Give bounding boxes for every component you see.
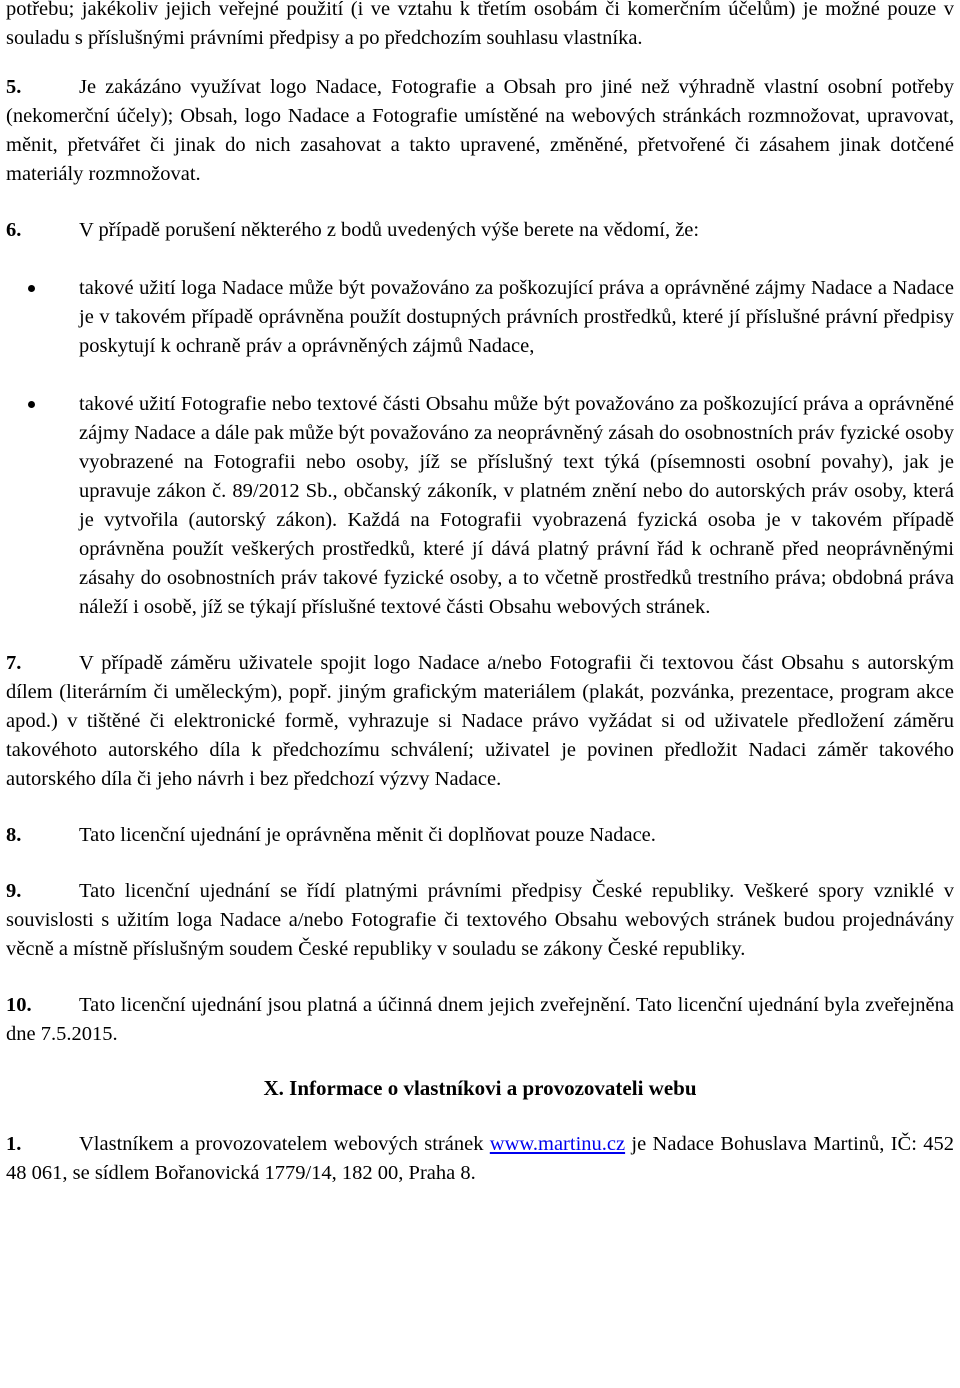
list-item-text: takové užití loga Nadace může být považováno za poškozující práva a oprávněné zájmy Nadace a Nadace je v takovém případě oprávněna použít dostupných právních prostředků, které jí příslušné právní předpisy poskytují k ochraně práv a oprávněných zájmů Nadace,	[79, 277, 954, 357]
section-number: 5.	[6, 76, 22, 98]
bullet-icon	[28, 401, 35, 408]
section-text: V případě záměru uživatele spojit logo Nadace a/nebo Fotografii či textovou část Obsahu s autorským dílem (literárním či uměleckým), popř. jiným grafickým materiálem (plakát, pozvánka, prezentace, program akce apod.) v tištěné či elektronické formě, vyhrazuje si Nadace právo vyžádat si od uživatele předložení záměru takovéhoto autorského díla k předchozímu schválení; uživatel je povinen předložit Nadaci záměr takového autorského díla či jeho návrh i bez předchozí výzvy Nadace.	[6, 652, 954, 790]
section-number: 10.	[6, 994, 32, 1016]
list-item	[6, 390, 954, 622]
section-number: 8.	[6, 824, 22, 846]
section-text: Tato licenční ujednání se řídí platnými právními předpisy České republiky. Veškeré spory vzniklé v souvislosti s užitím loga Nadace a/nebo Fotografie či textového Obsahu webových stránek budou projednávány věcně a místně příslušným soudem České republiky v souladu se zákony České republiky.	[6, 880, 954, 960]
section-7	[6, 649, 954, 794]
section-number: 1.	[6, 1133, 22, 1155]
owner-text-before: Vlastníkem a provozovatelem webových stránek	[79, 1133, 490, 1155]
section-text: Tato licenční ujednání jsou platná a účinná dnem jejich zveřejnění. Tato licenční ujednání byla zveřejněna dne 7.5.2015.	[6, 994, 954, 1045]
intro-paragraph: potřebu; jakékoliv jejich veřejné použití (i ve vztahu k třetím osobám či komerčním účelům) je možné pouze v souladu s příslušnými právními předpisy a po předchozím souhlasu vlastníka.	[6, 0, 954, 49]
bullet-icon	[28, 285, 35, 292]
section-number: 9.	[6, 880, 22, 902]
section-10	[6, 991, 954, 1049]
owner-text-after: je Nadace Bohuslava Martinů, IČ: 452 48 061, se sídlem Bořanovická 1779/14, 182 00, Praha 8.	[6, 1133, 955, 1184]
owner-info	[6, 1130, 954, 1188]
section-number: 6.	[6, 219, 22, 241]
section-9	[6, 877, 954, 964]
section-number: 7.	[6, 652, 22, 674]
document-page	[6, 0, 954, 1188]
section-6	[6, 216, 954, 622]
section-text: Je zakázáno využívat logo Nadace, Fotografie a Obsah pro jiné než výhradně vlastní osobní potřeby (nekomerční účely); Obsah, logo Nadace a Fotografie umístěné na webových stránkách rozmnožovat, upravovat, měnit, přetvářet či jinak do nich zasahovat a takto upravené, změněné, přetvořené či zásahem jinak dotčené materiály rozmnožovat.	[6, 76, 954, 185]
list-item-text: takové užití Fotografie nebo textové části Obsahu může být považováno za poškozující práva a oprávněné zájmy Nadace a dále pak může být považováno za neoprávněný zásah do osobnostních práv fyzické osoby vyobrazené na Fotografii nebo osoby, jíž se příslušný text týká (písemnosti osobní povahy), jak je upravuje zákon č. 89/2012 Sb., občanský zákoník, v platném znění nebo do autorských práv osoby, která je vytvořila (autorský zákon). Každá na Fotografii vyobrazená fyzická osoba je v takovém případě oprávněna použít veškerých prostředků, které jí dává platný právní řád k ochraně před neoprávněnými zásahy do osobnostních práv takové fyzické osoby, a to včetně prostředků trestního práva; obdobná práva náleží i osobě, jíž se týkají příslušné textové části Obsahu webových stránek.	[79, 393, 954, 618]
section-heading: X. Informace o vlastníkovi a provozovateli webu	[263, 1076, 697, 1100]
website-link[interactable]: www.martinu.cz	[489, 1133, 626, 1155]
bullet-list	[6, 274, 954, 622]
section-text: Tato licenční ujednání je oprávněna měnit či doplňovat pouze Nadace.	[79, 824, 656, 846]
section-text: V případě porušení některého z bodů uvedených výše berete na vědomí, že:	[79, 219, 700, 241]
list-item	[6, 274, 954, 361]
section-5	[6, 73, 954, 189]
section-6-lead	[6, 216, 954, 245]
section-8	[6, 821, 954, 850]
